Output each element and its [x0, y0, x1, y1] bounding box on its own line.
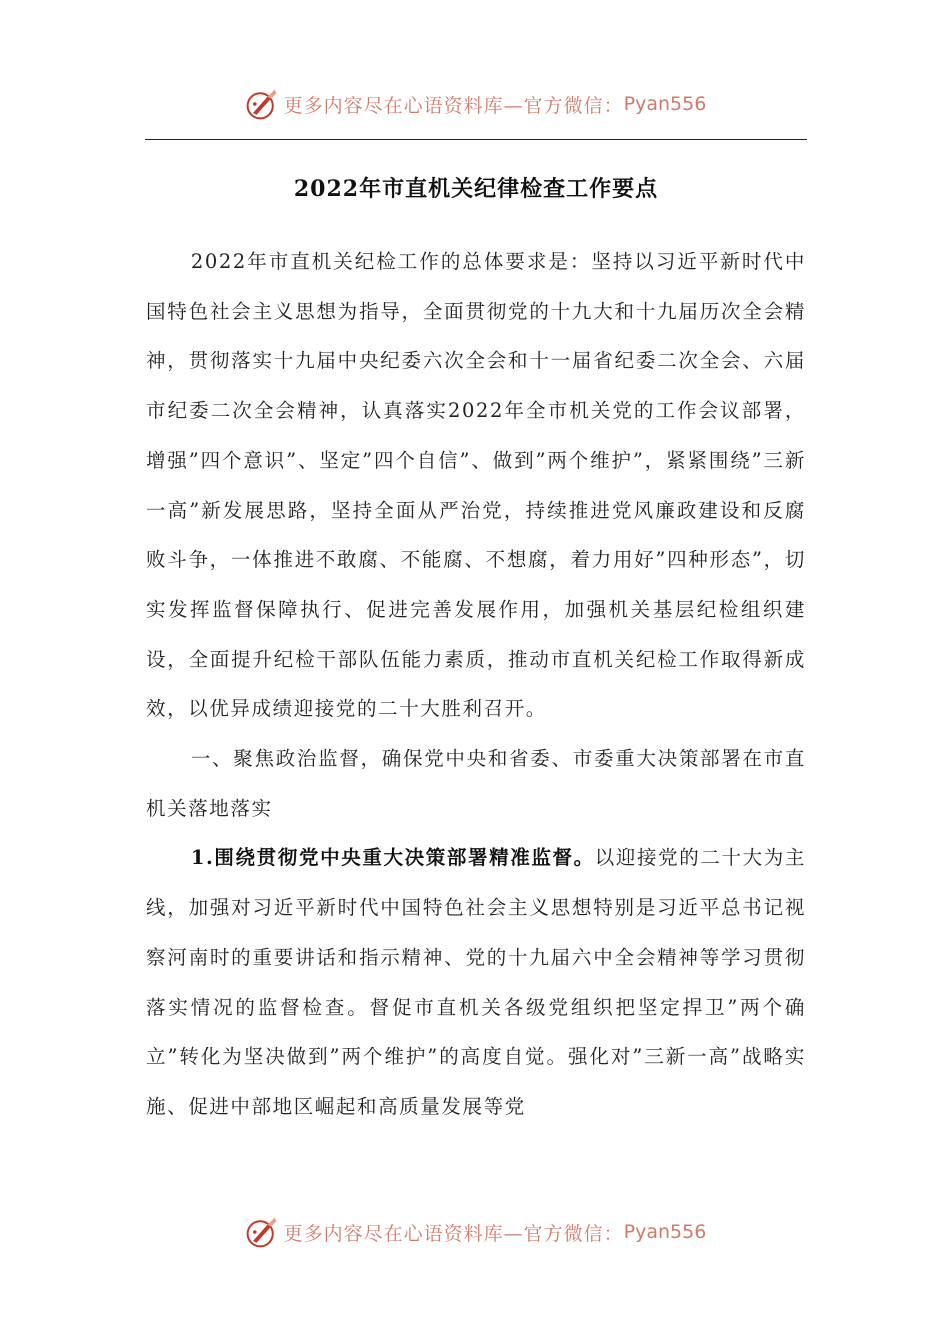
- pen-logo-icon: [244, 86, 280, 122]
- document-title: 2022年市直机关纪律检查工作要点: [293, 176, 659, 202]
- footer-watermark: [0, 1210, 950, 1254]
- header-watermark: [0, 82, 950, 126]
- document-body: [146, 237, 806, 1132]
- item-heading: 1.围绕贯彻党中央重大决策部署精准监督。: [190, 846, 595, 870]
- watermark-wechat-id: Pyan556: [623, 93, 707, 115]
- watermark-wechat-id: Pyan556: [623, 1221, 707, 1243]
- paragraph-intro: [146, 237, 806, 734]
- section-heading-text: 一、聚焦政治监督，确保党中央和省委、市委重大决策部署在市直机关落地落实: [146, 747, 806, 820]
- paragraph-item-1: [146, 833, 806, 1131]
- paragraph-text: 以迎接党的二十大为主线，加强对习近平新时代中国特色社会主义思想特别是习近平总书记视察河南时的重要讲话和指示精神、党的十九届六中全会精神等学习贯彻落实情况的监督检查。督促市直机关各级党组织把坚定捍卫”两个确立”转化为坚决做到”两个维护”的高度自觉。强化对”三新一高”战略实施、促进中部地区崛起和高质量发展等党: [146, 846, 806, 1118]
- watermark-text: 更多内容尽在心语资料库—官方微信：: [283, 1222, 624, 1245]
- pen-logo-icon: [244, 1214, 280, 1250]
- watermark-text: 更多内容尽在心语资料库—官方微信：: [283, 94, 624, 117]
- header-divider: [145, 139, 807, 140]
- paragraph-text: 2022年市直机关纪检工作的总体要求是：坚持以习近平新时代中国特色社会主义思想为指导，全面贯彻党的十九大和十九届历次全会精神，贯彻落实十九届中央纪委六次全会和十一届省纪委二次全会、六届市纪委二次全会精神，认真落实2022年全市机关党的工作会议部署，增强”四个意识”、坚定”四个自信”、做到”两个维护”，紧紧围绕”三新一高”新发展思路，坚持全面从严治党，持续推进党风廉政建设和反腐败斗争，一体推进不敢腐、不能腐、不想腐，着力用好”四种形态”，切实发挥监督保障执行、促进完善发展作用，加强机关基层纪检组织建设，全面提升纪检干部队伍能力素质，推动市直机关纪检工作取得新成效，以优异成绩迎接党的二十大胜利召开。: [146, 250, 806, 721]
- section-heading-1: [146, 734, 806, 833]
